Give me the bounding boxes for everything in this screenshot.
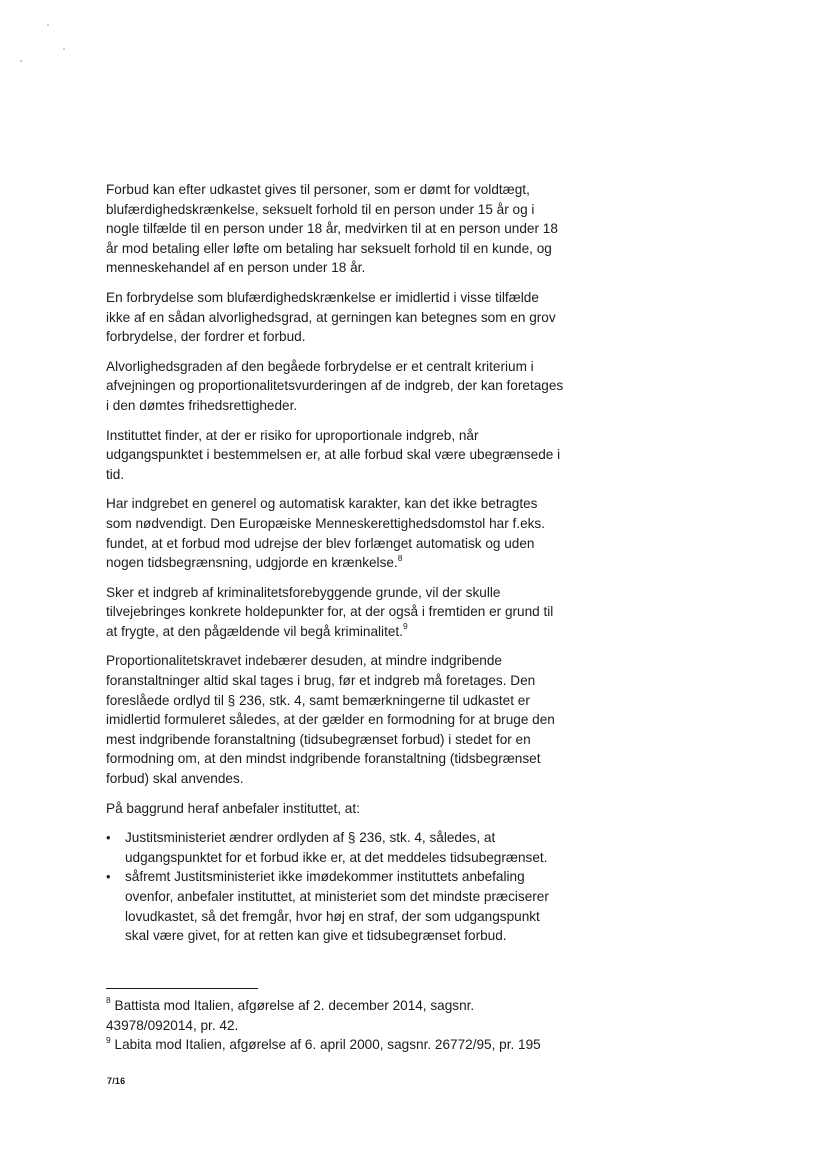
paragraph-offences: Forbud kan efter udkastet gives til personer, som er dømt for voldtægt, blufærdighedskrænkelse, seksuelt forhold til en person under 15 år og i nogle tilfælde til en person under 18 år, medvirken til at en person under 18 år mod betaling eller løfte om betaling har seksuelt forhold til en kunde, og menneskehandel af en person under 18 år.	[106, 182, 558, 276]
recommendation-text: såfremt Justitsministeriet ikke imødekommer instituttets anbefaling ovenfor, anbefaler instituttet, at ministeriet som det mindste præciserer lovudkastet, så det fremgår, hvor høj en straf, der som udgangspunkt skal være givet, for at retten kan give et tidsubegrænset forbud.	[125, 869, 549, 944]
body-text	[106, 180, 566, 946]
paragraph-risk: Instituttet finder, at der er risiko for uproportionale indgreb, når udgangspunktet i bestemmelsen er, at alle forbud skal være ubegrænsede i tid.	[106, 427, 561, 482]
paragraph-crime-prevention-text: Sker et indgreb af kriminalitetsforebyggende grunde, vil der skulle tilvejebringes konkrete holdepunkter for, at der også i fremtiden er grund til at frygte, at den pågældende vil begå kriminalitet.	[106, 584, 554, 639]
footnote-9	[106, 1035, 566, 1055]
footnote-number: 8	[106, 995, 111, 1006]
bullet-icon: •	[106, 869, 111, 885]
recommendation-item	[106, 828, 566, 867]
paragraph-proportionality: Proportionalitetskravet indebærer desuden, at mindre indgribende foranstaltninger altid skal tages i brug, før et indgreb må foretages. Den foreslåede ordlyd til § 236, stk. 4, samt bemærkningerne til udkastet er imidlertid formuleret således, at der gælder en formodning for at bruge den mest indgribende foranstaltning (tidsubegrænset forbud) i stedet for en formodning om, at den mindst indgribende foranstaltning (tidsbegrænset forbud) skal anvendes.	[106, 653, 555, 787]
scan-speck	[47, 24, 49, 26]
paragraph-crime-prevention	[106, 583, 566, 642]
recommendations-intro: På baggrund heraf anbefaler instituttet, at:	[106, 800, 360, 816]
footnote-ref-9: 9	[402, 621, 408, 632]
recommendation-text: Justitsministeriet ændrer ordlyden af § 236, stk. 4, således, at udgangspunktet for et forbud ikke er, at det meddeles tidsubegrænset.	[125, 830, 548, 865]
paragraph-severity-criterion: Alvorlighedsgraden af den begåede forbrydelse er et centralt kriterium i afvejningen og proportionalitetsvurderingen af de indgreb, der kan foretages i den dømtes frihedsrettigheder.	[106, 358, 564, 413]
footnote-number: 9	[106, 1034, 111, 1045]
paragraph-echr-text: Har indgrebet en generel og automatisk karakter, kan det ikke betragtes som nødvendigt. Den Europæiske Menneskerettighedsdomstol har f.eks. fundet, at et forbud mod udrejse der blev forlænget automatisk og uden nogen tidsbegrænsning, udgjorde en krænkelse.	[106, 496, 545, 571]
footnote-ref-8: 8	[397, 552, 403, 563]
scan-speck	[20, 60, 22, 62]
scan-speck	[63, 48, 65, 50]
footnote-text: Labita mod Italien, afgørelse af 6. april 2000, sagsnr. 26772/95, pr. 195	[114, 1037, 541, 1053]
footnote-divider	[106, 988, 258, 989]
recommendation-item	[106, 867, 566, 945]
paragraph-indecency-severity: En forbrydelse som blufærdighedskrænkelse er imidlertid i visse tilfælde ikke af en sådan alvorlighedsgrad, at gerningen kan betegnes som en grov forbrydelse, der fordrer et forbud.	[106, 289, 556, 345]
bullet-icon: •	[106, 830, 111, 846]
paragraph-echr	[106, 494, 566, 572]
recommendations-list	[106, 828, 566, 946]
page-number: 7/16	[107, 1076, 126, 1086]
footnotes	[106, 996, 566, 1055]
footnote-8	[106, 996, 566, 1035]
footnote-text: Battista mod Italien, afgørelse af 2. december 2014, sagsnr. 43978/092014, pr. 42.	[106, 998, 475, 1033]
